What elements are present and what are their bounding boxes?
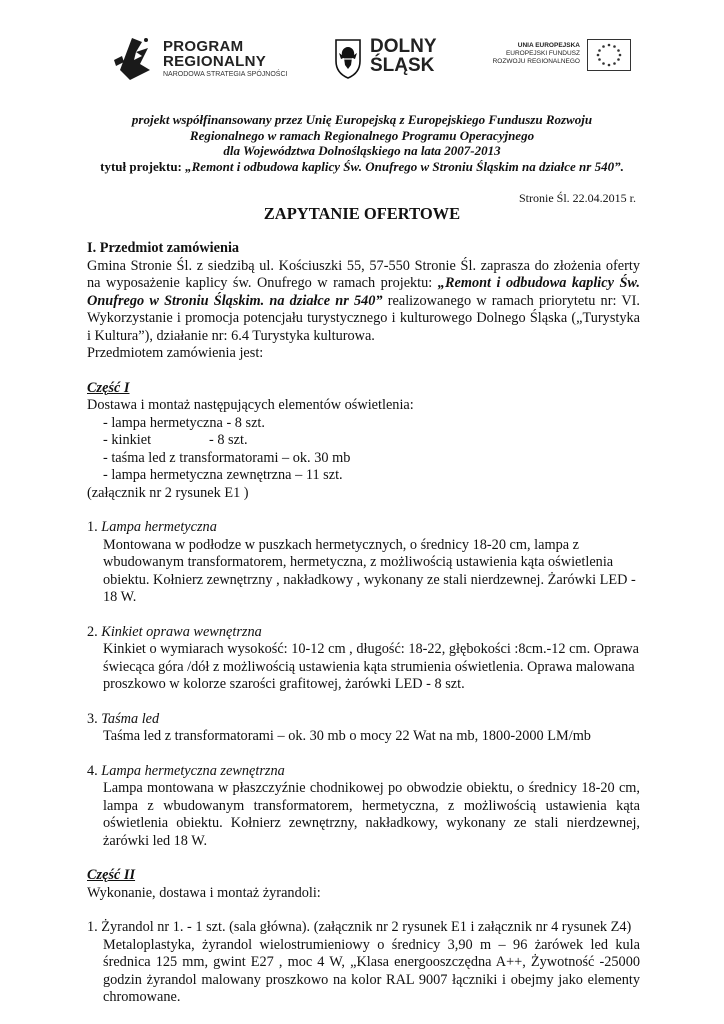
part-intro: Wykonanie, dostawa i montaż żyrandoli: (87, 884, 321, 901)
subitem-text: Metaloplastyka, żyrandol wielostrumieniowy o średnicy 3,90 m – 96 żarówek led kula średnica 125 mm, gwint E27 , moc 4 W, „Klasa energooszczędna A++, Żywotność -25000 godzin żyrandol malowany proszkowo na kolor RAL 9007 łączniki i obejmy jako elementy chromowane. (103, 936, 640, 1005)
logo-text-efrr2: ROZWOJU REGIONALNEGO (492, 58, 580, 65)
program-regionalny-logo-mark (112, 30, 156, 84)
subitem-title: Lampa hermetyczna (101, 519, 217, 535)
project-title-label: tytuł projektu: (100, 158, 182, 174)
subitem-number: 2. (87, 623, 102, 640)
part-heading: Część I (87, 379, 130, 396)
project-title-value: „Remont i odbudowa kaplicy Św. Onufrego w Stroniu Śląskim na działce nr 540”. (185, 158, 624, 174)
section-paragraph (87, 258, 640, 346)
annex-note: (załącznik nr 2 rysunek E1 ) (87, 484, 249, 501)
paragraph-part-c: realizowanego w ramach priorytetu nr: VI. Wykorzystanie i promocja potencjału turystycznego i kulturowego Dolnego Śląska („Turystyka i Kultura”), działanie nr: 6.4 Turystyka kulturowa. (87, 292, 640, 344)
subitem-title: Lampa hermetyczna zewnętrzna (101, 762, 285, 779)
logo-text-dolny: DOLNY (370, 36, 437, 57)
subitem-number: 4. (87, 762, 102, 779)
subject-intro: Przedmiotem zamówienia jest: (87, 345, 264, 361)
logo-text-ue: UNIA EUROPEJSKA (517, 42, 580, 49)
list-item-qty: - 8 szt. (222, 414, 265, 431)
logo-text-regionalny: REGIONALNY (163, 53, 267, 70)
list-item (87, 415, 640, 433)
document-body (87, 240, 640, 1007)
subitem-text: Kinkiet o wymiarach wysokość: 10-12 cm , długość: 18-22, głębokości :8cm.-12 cm. Oprawa świecąca góra /dół z możliwością ustawienia kąta strumienia oświetlenia. Oprawa malowana proszkowo w kolorze szarości grafitowej, żarówki LED - 8 szt. (103, 641, 640, 692)
cofinancing-line-3: dla Województwa Dolnośląskiego na lata 2007-2013 (223, 143, 501, 158)
eu-logo-text (480, 42, 580, 66)
list-item (87, 432, 640, 450)
document-title: ZAPYTANIE OFERTOWE (263, 204, 461, 223)
program-regionalny-logo-text (163, 39, 287, 79)
list-item (87, 467, 640, 485)
subitem-title: Taśma led (101, 710, 160, 727)
document-date: Stronie Śl. 22.04.2015 r. (518, 191, 636, 205)
list-item-name: - kinkiet (103, 432, 152, 448)
list-item-qty: - 8 szt. (209, 432, 248, 448)
logo-text-program: PROGRAM (163, 38, 244, 55)
subitem-heading (87, 519, 640, 537)
subitem-text: Lampa montowana w płaszczyźnie chodnikowej po obwodzie obiektu, o średnicy 18-20 cm, lampa z wbudowanym transformatorem, hermetyczna, z możliwością ustawienia kąta oświetlenia obiektu. Kołnierz zewnętrzny, nakładkowy, wykonany ze stali nierdzewnej, żarówki led 18 W. (103, 780, 640, 849)
project-title-line (60, 159, 664, 175)
logo-text-efrr1: EUROPEJSKI FUNDUSZ (505, 50, 580, 57)
subitem-text: Taśma led z transformatorami – ok. 30 mb o mocy 22 Wat na mb, 1800-2000 LM/mb (103, 728, 591, 744)
subitem-text: Montowana w podłodze w puszkach hermetycznych, o średnicy 18-20 cm, lampa z wbudowanym transformatorem, hermetyczna, z możliwością ustawienia kąta oświetlenia obiektu. Kołnierz zewnętrzny , nakładkowy , wykonany ze stali nierdzewnej. Żarówki LED - 18 W. (103, 536, 636, 605)
subitem-heading: 1. Żyrandol nr 1. - 1 szt. (sala główna). (załącznik nr 2 rysunek E1 i załącznik nr 4 rysunek Z4) (87, 919, 632, 935)
cofinancing-note (60, 112, 664, 174)
part-heading: Część II (87, 867, 136, 883)
subitem-heading (87, 624, 640, 642)
section-heading: I. Przedmiot zamówienia (87, 240, 240, 256)
part-intro: Dostawa i montaż następujących elementów oświetlenia: (87, 397, 414, 413)
item-list (87, 415, 640, 485)
logo-text-slask: ŚLĄSK (370, 55, 435, 76)
cofinancing-line-2: Regionalnego w ramach Regionalnego Programu Operacyjnego (189, 127, 535, 143)
subitem-title: Kinkiet oprawa wewnętrzna (101, 623, 262, 640)
logo-bar (0, 22, 724, 102)
subitem-number: 3. (87, 710, 102, 727)
list-item (87, 450, 640, 468)
list-item-name: - lampa hermetyczna (103, 414, 223, 431)
list-item-name: - taśma led z transformatorami – ok. 30 mb (103, 449, 351, 466)
subitem-number: 1. (87, 519, 102, 535)
logo-text-strategia: NARODOWA STRATEGIA SPÓJNOŚCI (163, 71, 288, 78)
dolny-slask-logo-text (370, 37, 437, 75)
dolny-slask-crest-icon (335, 39, 361, 79)
paragraph-part-a: Gmina Stronie Śl. z siedzibą ul. Kościuszki 55, 57-550 Stronie Śl. zaprasza do złożenia oferty na wyposażenie kaplicy św. Onufrego w ramach projektu: (87, 257, 640, 291)
subitem-heading (87, 763, 640, 781)
eu-flag-icon (587, 39, 631, 71)
list-item-name: - lampa hermetyczna zewnętrzna – 11 szt. (103, 467, 343, 483)
cofinancing-line-1: projekt współfinansowany przez Unię Europejską z Europejskiego Funduszu Rozwoju (131, 112, 593, 127)
paragraph-project-name: „Remont i odbudowa kaplicy Św. Onufrego w Stroniu Śląskim. na działce nr 540” (87, 275, 641, 309)
subitem-heading (87, 711, 640, 729)
